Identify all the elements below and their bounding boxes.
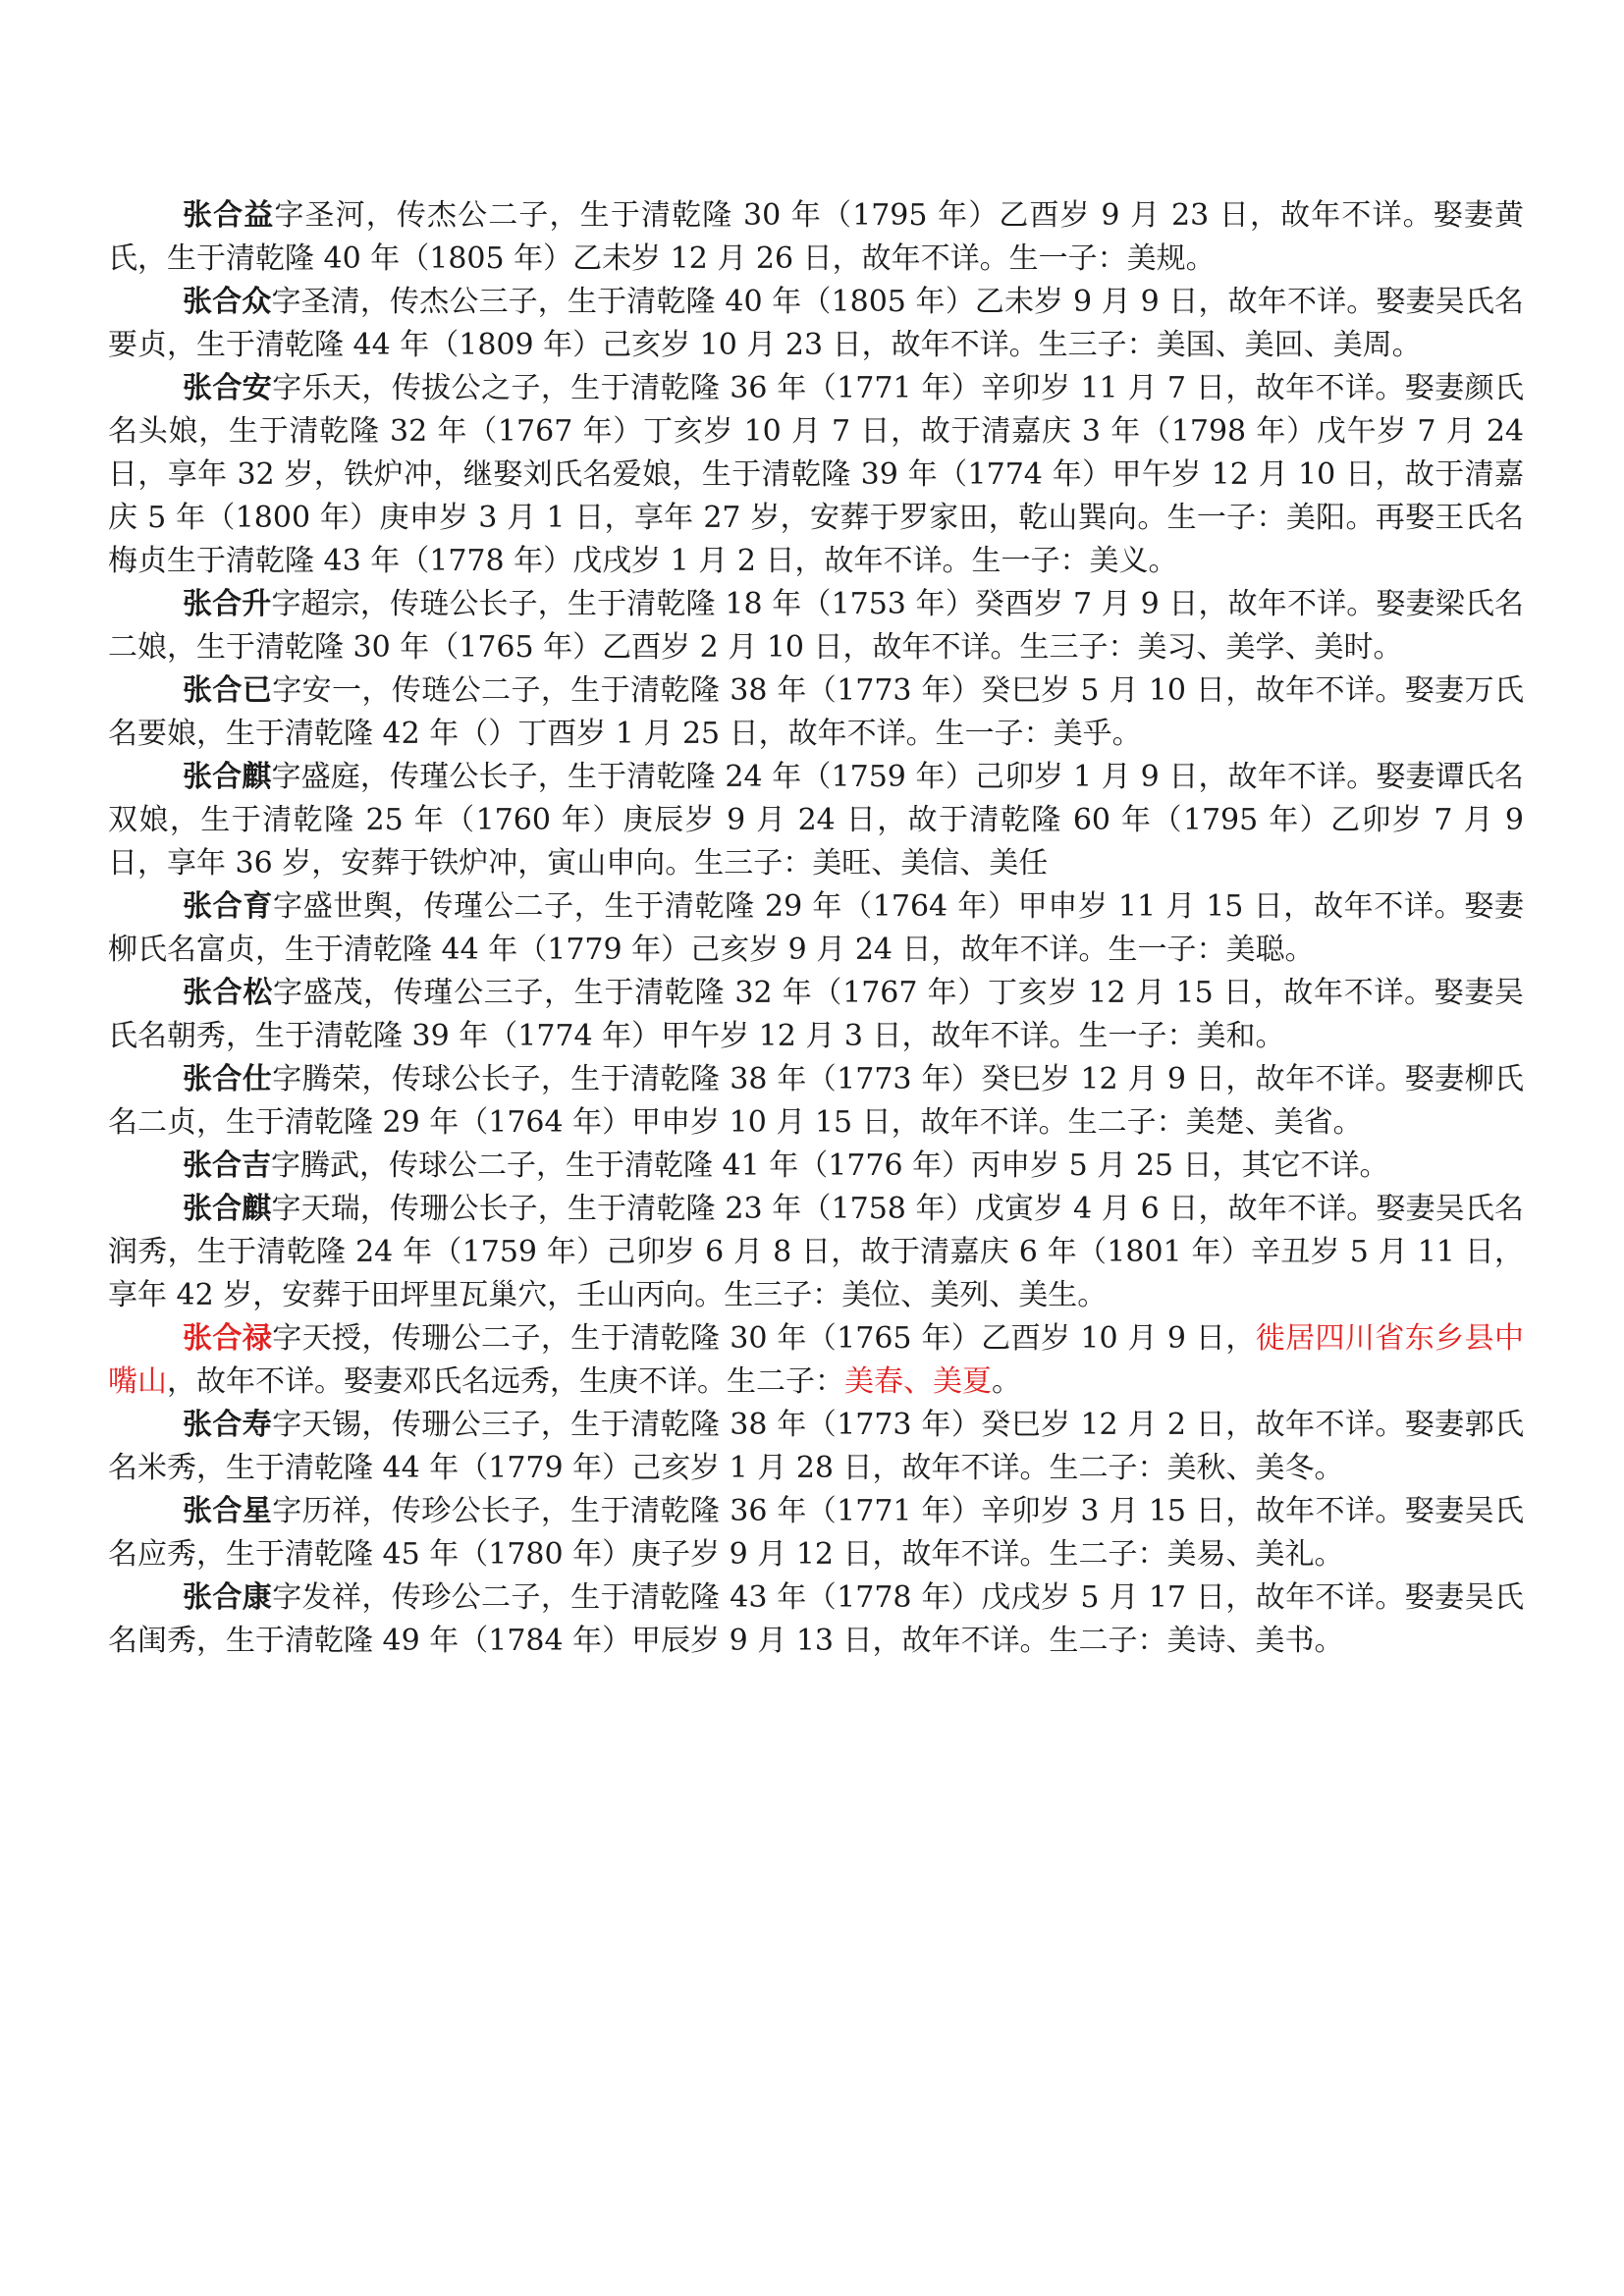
person-name: 张合仕: [183, 1062, 273, 1096]
entry-text: 字历祥，传珍公长子，生于清乾隆 36 年（1771 年）辛卯岁 3 月 15 日，故年不详。娶妻吴氏名应秀，生于清乾隆 45 年（1780 年）庚子岁 9 月 12 日，故年不详。生二子：美易、美礼。: [108, 1494, 1524, 1572]
person-name: 张合禄: [183, 1321, 273, 1356]
entry-text: 字腾荣，传球公长子，生于清乾隆 38 年（1773 年）癸巳岁 12 月 9 日，故年不详。娶妻柳氏名二贞，生于清乾隆 29 年（1764 年）甲申岁 10 月 15 日，故年不详。生二子：美楚、美省。: [108, 1062, 1524, 1140]
genealogy-entry: [108, 1317, 1524, 1404]
entry-text: 。: [992, 1364, 1021, 1399]
entry-text: 字盛世舆，传瑾公二子，生于清乾隆 29 年（1764 年）甲申岁 11 月 15 日，故年不详。娶妻柳氏名富贞，生于清乾隆 44 年（1779 年）己亥岁 9 月 24 日，故年不详。生一子：美聪。: [108, 889, 1525, 967]
genealogy-entry: [108, 367, 1524, 583]
highlighted-text: 徙居四川省东乡县中嘴山: [108, 1321, 1524, 1399]
person-name: 张合康: [183, 1580, 273, 1615]
entry-text: 字发祥，传珍公二子，生于清乾隆 43 年（1778 年）戊戌岁 5 月 17 日，故年不详。娶妻吴氏名闺秀，生于清乾隆 49 年（1784 年）甲辰岁 9 月 13 日，故年不详。生二子：美诗、美书。: [108, 1580, 1524, 1658]
person-name: 张合麒: [183, 1192, 272, 1226]
highlighted-text: 美春、美夏: [844, 1364, 992, 1399]
genealogy-entry: [108, 1145, 1524, 1188]
person-name: 张合育: [183, 889, 274, 924]
person-name: 张合益: [183, 198, 275, 233]
genealogy-entry: [108, 972, 1524, 1058]
genealogy-entry: [108, 669, 1524, 756]
person-name: 张合星: [183, 1494, 273, 1528]
person-name: 张合已: [183, 673, 273, 708]
entry-text: 字圣清，传杰公三子，生于清乾隆 40 年（1805 年）乙未岁 9 月 9 日，故年不详。娶妻吴氏名要贞，生于清乾隆 44 年（1809 年）己亥岁 10 月 23 日，故年不详。生三子：美国、美回、美周。: [108, 285, 1525, 362]
entry-text: 字腾武，传球公二子，生于清乾隆 41 年（1776 年）丙申岁 5 月 25 日，其它不详。: [271, 1148, 1389, 1183]
genealogy-entry: [108, 1188, 1524, 1317]
entry-text: 字乐天，传拔公之子，生于清乾隆 36 年（1771 年）辛卯岁 11 月 7 日，故年不详。娶妻颜氏名头娘，生于清乾隆 32 年（1767 年）丁亥岁 10 月 7 日，故于清嘉庆 3 年（1798 年）戊午岁 7 月 24 日，享年 32 岁，铁炉冲，继娶刘氏名爱娘，生于清乾隆 39 年（1774 年）甲午岁 12 月 10 日，故于清嘉庆 5 年（1800 年）庚申岁 3 月 1 日，享年 27 岁，安葬于罗家田，乾山巽向。生一子：美阳。再娶王氏名梅贞生于清乾隆 43 年（1778 年）戊戌岁 1 月 2 日，故年不详。生一子：美义。: [108, 371, 1524, 578]
person-name: 张合安: [183, 371, 273, 405]
entry-text: 字天锡，传珊公三子，生于清乾隆 38 年（1773 年）癸巳岁 12 月 2 日，故年不详。娶妻郭氏名米秀，生于清乾隆 44 年（1779 年）己亥岁 1 月 28 日，故年不详。生二子：美秋、美冬。: [108, 1408, 1524, 1485]
entry-text: 字盛庭，传瑾公长子，生于清乾隆 24 年（1759 年）己卯岁 1 月 9 日，故年不详。娶妻谭氏名双娘，生于清乾隆 25 年（1760 年）庚辰岁 9 月 24 日，故于清乾隆 60 年（1795 年）乙卯岁 7 月 9 日，享年 36 岁，安葬于铁炉冲，寅山申向。生三子：美旺、美信、美任: [108, 760, 1525, 881]
genealogy-entry: [108, 1490, 1524, 1576]
person-name: 张合众: [183, 285, 272, 319]
entry-text: 字天瑞，传珊公长子，生于清乾隆 23 年（1758 年）戊寅岁 4 月 6 日，故年不详。娶妻吴氏名润秀，生于清乾隆 24 年（1759 年）己卯岁 6 月 8 日，故于清嘉庆 6 年（1801 年）辛丑岁 5 月 11 日，享年 42 岁，安葬于田坪里瓦巢穴，壬山丙向。生三子：美位、美列、美生。: [108, 1192, 1525, 1312]
genealogy-entry: [108, 756, 1524, 885]
genealogy-entry: [108, 194, 1524, 281]
genealogy-entry: [108, 281, 1524, 367]
genealogy-entry: [108, 885, 1524, 972]
entry-text: 字盛茂，传瑾公三子，生于清乾隆 32 年（1767 年）丁亥岁 12 月 15 日，故年不详。娶妻吴氏名朝秀，生于清乾隆 39 年（1774 年）甲午岁 12 月 3 日，故年不详。生一子：美和。: [108, 976, 1525, 1053]
entry-text: ，故年不详。娶妻邓氏名远秀，生庚不详。生二子：: [167, 1364, 844, 1399]
entry-text: 字天授，传珊公二子，生于清乾隆 30 年（1765 年）乙酉岁 10 月 9 日，: [272, 1321, 1256, 1356]
entry-text: 字安一，传琏公二子，生于清乾隆 38 年（1773 年）癸巳岁 5 月 10 日，故年不详。娶妻万氏名要娘，生于清乾隆 42 年（）丁酉岁 1 月 25 日，故年不详。生一子：美乎。: [108, 673, 1524, 751]
entry-text: 字圣河，传杰公二子，生于清乾隆 30 年（1795 年）乙酉岁 9 月 23 日，故年不详。娶妻黄氏，生于清乾隆 40 年（1805 年）乙未岁 12 月 26 日，故年不详。生一子：美规。: [108, 198, 1524, 276]
person-name: 张合麒: [183, 760, 272, 794]
genealogy-entry: [108, 583, 1524, 669]
person-name: 张合吉: [183, 1148, 271, 1183]
person-name: 张合寿: [183, 1408, 273, 1442]
genealogy-page: [108, 194, 1524, 1663]
person-name: 张合松: [183, 976, 274, 1010]
genealogy-entry: [108, 1576, 1524, 1663]
person-name: 张合升: [183, 587, 272, 621]
genealogy-entry: [108, 1058, 1524, 1145]
entry-text: 字超宗，传琏公长子，生于清乾隆 18 年（1753 年）癸酉岁 7 月 9 日，故年不详。娶妻梁氏名二娘，生于清乾隆 30 年（1765 年）乙酉岁 2 月 10 日，故年不详。生三子：美习、美学、美时。: [108, 587, 1525, 665]
genealogy-entry: [108, 1404, 1524, 1490]
